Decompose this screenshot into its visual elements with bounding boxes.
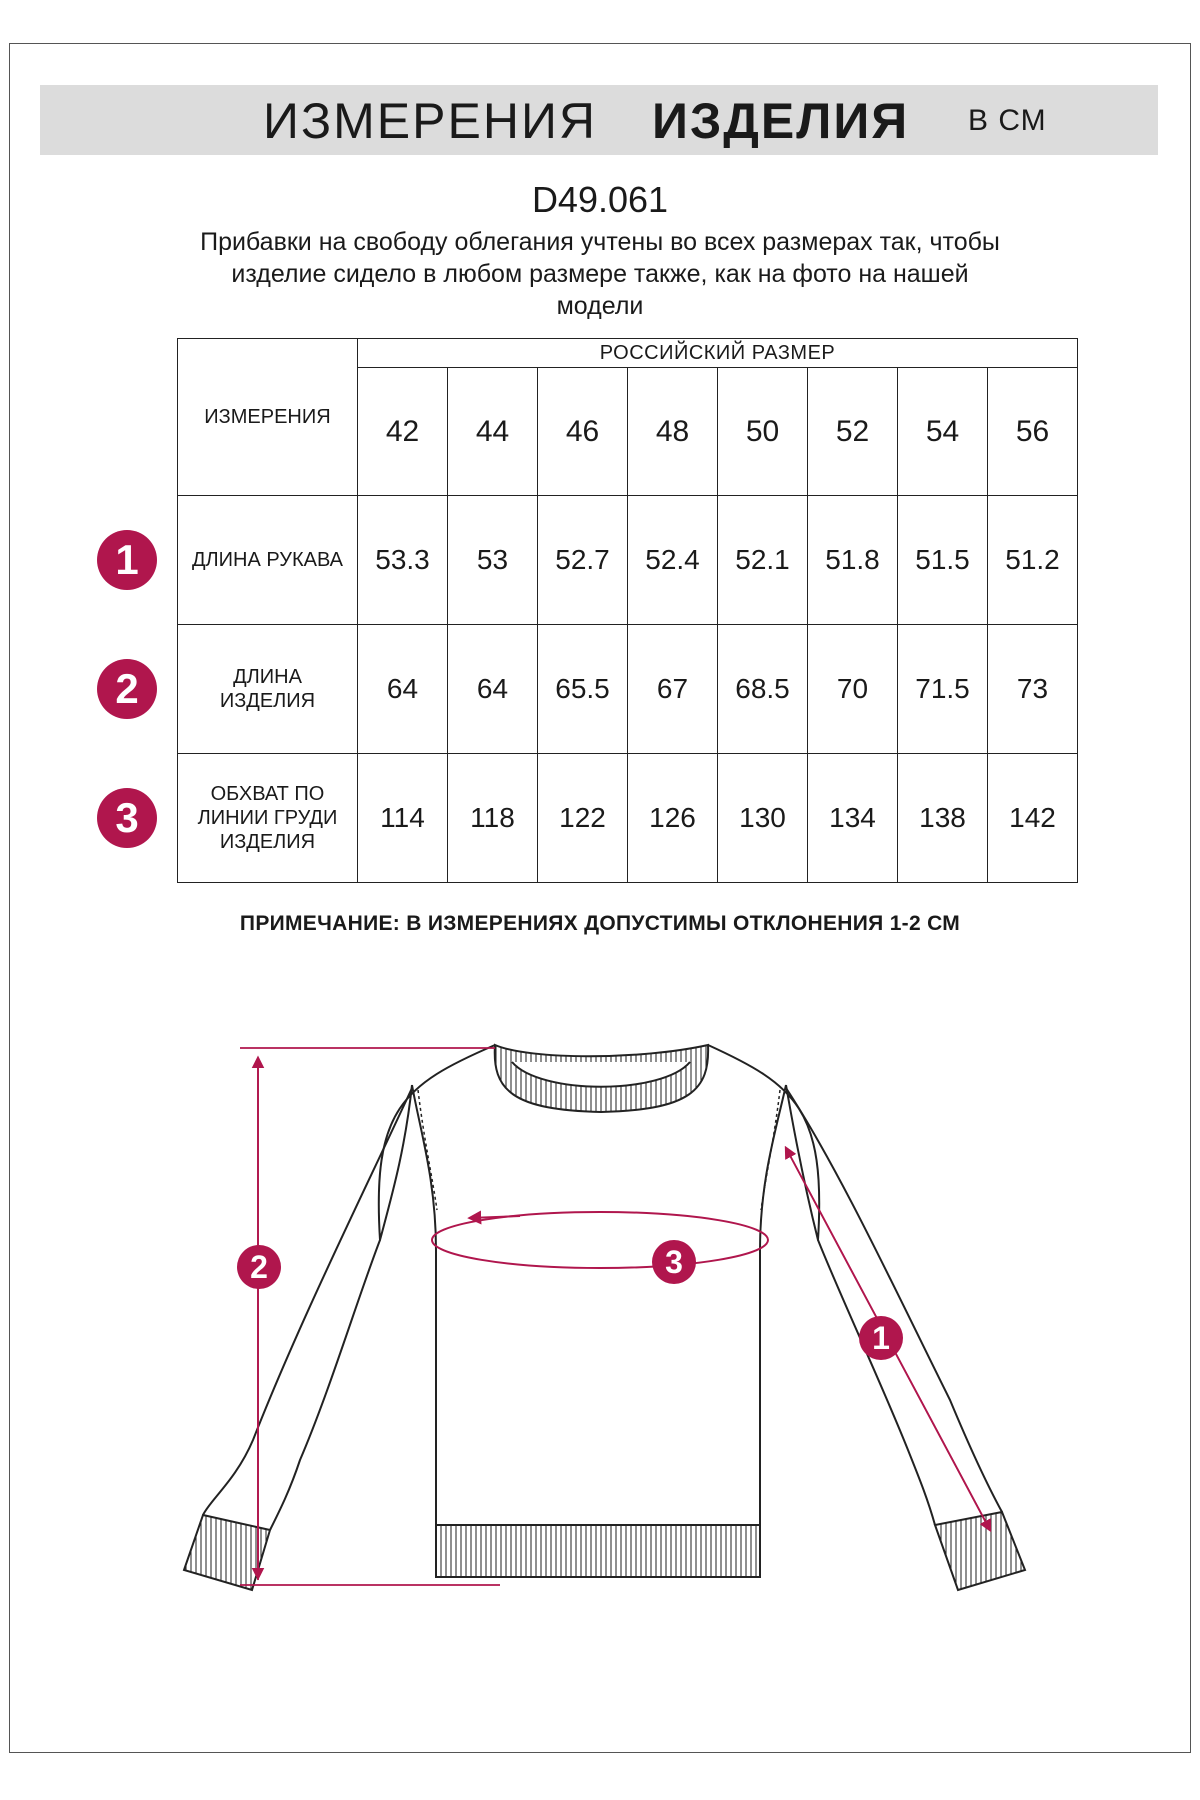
table-cell: 52.1: [718, 496, 808, 625]
table-cell: 53: [448, 496, 538, 625]
row-label-line: ОБХВАТ ПО: [210, 783, 325, 805]
table-cell: 71.5: [898, 625, 988, 754]
row-badge-1: 1: [97, 530, 157, 590]
row-label-line: ДЛИНА: [233, 666, 302, 689]
table-cell: 138: [898, 754, 988, 883]
title-bold: ИЗДЕЛИЯ: [652, 93, 910, 149]
fit-note-line: Прибавки на свободу облегания учтены во всех размерах так, чтобы: [200, 228, 1000, 256]
table-cell: 65.5: [538, 625, 628, 754]
row-label-line: ЛИНИИ ГРУДИ: [197, 807, 338, 829]
table-cell: 52.7: [538, 496, 628, 625]
russian-size-header: РОССИЙСКИЙ РАЗМЕР: [358, 339, 1078, 368]
size-header: 44: [448, 368, 538, 496]
table-cell: 64: [358, 625, 448, 754]
row-badge-2: 2: [97, 659, 157, 719]
hem-rib: [436, 1525, 760, 1577]
marker-chest: 3: [652, 1240, 696, 1284]
table-cell: 67: [628, 625, 718, 754]
row-label-line: ДЛИНА РУКАВА: [192, 549, 343, 572]
size-header: 50: [718, 368, 808, 496]
table-cell: 68.5: [718, 625, 808, 754]
chest-measure: [432, 1212, 768, 1268]
table-cell: 122: [538, 754, 628, 883]
table-cell: 134: [808, 754, 898, 883]
size-header: 48: [628, 368, 718, 496]
table-cell: 114: [358, 754, 448, 883]
fit-note-line: изделие сидело в любом размере также, как на фото на нашей: [231, 260, 969, 288]
table-cell: 142: [988, 754, 1078, 883]
shoulder-left: [379, 1045, 495, 1240]
size-header: 52: [808, 368, 898, 496]
marker-sleeve: 1: [859, 1316, 903, 1360]
table-cell: 51.8: [808, 496, 898, 625]
sleeve-left-inner: [270, 1240, 380, 1530]
product-code: D49.061: [531, 179, 669, 220]
row-label-line: ИЗДЕЛИЯ: [219, 690, 316, 713]
length-measure: [240, 1048, 500, 1585]
tolerance-note: ПРИМЕЧАНИЕ: В ИЗМЕРЕНИЯХ ДОПУСТИМЫ ОТКЛОНЕНИЯ 1-2 СМ: [239, 912, 961, 935]
table-cell: 52.4: [628, 496, 718, 625]
row-label-line: ИЗДЕЛИЯ: [219, 831, 316, 853]
table-cell: 73: [988, 625, 1078, 754]
row-badge-3: 3: [97, 788, 157, 848]
table-cell: 118: [448, 754, 538, 883]
table-cell: 64: [448, 625, 538, 754]
body-outline: [412, 1085, 786, 1525]
sleeve-right-inner: [818, 1240, 935, 1525]
sleeve-right: [786, 1088, 1002, 1512]
shoulder-right: [708, 1045, 819, 1240]
title-regular: ИЗМЕРЕНИЯ: [263, 93, 597, 149]
measurements-header: ИЗМЕРЕНИЯ: [178, 339, 358, 496]
size-header: 46: [538, 368, 628, 496]
table-cell: 70: [808, 625, 898, 754]
cuff-right: [935, 1512, 1025, 1590]
table-cell: 53.3: [358, 496, 448, 625]
table-cell: 51.2: [988, 496, 1078, 625]
sweatshirt-outline: [203, 1045, 1002, 1530]
table-cell: 126: [628, 754, 718, 883]
table-cell: 51.5: [898, 496, 988, 625]
marker-length: 2: [237, 1245, 281, 1289]
size-header: 56: [988, 368, 1078, 496]
table-cell: 130: [718, 754, 808, 883]
fit-note-line: модели: [556, 292, 644, 320]
size-header: 42: [358, 368, 448, 496]
title-unit: В СМ: [968, 104, 1047, 137]
size-header: 54: [898, 368, 988, 496]
sleeve-left: [203, 1088, 412, 1515]
